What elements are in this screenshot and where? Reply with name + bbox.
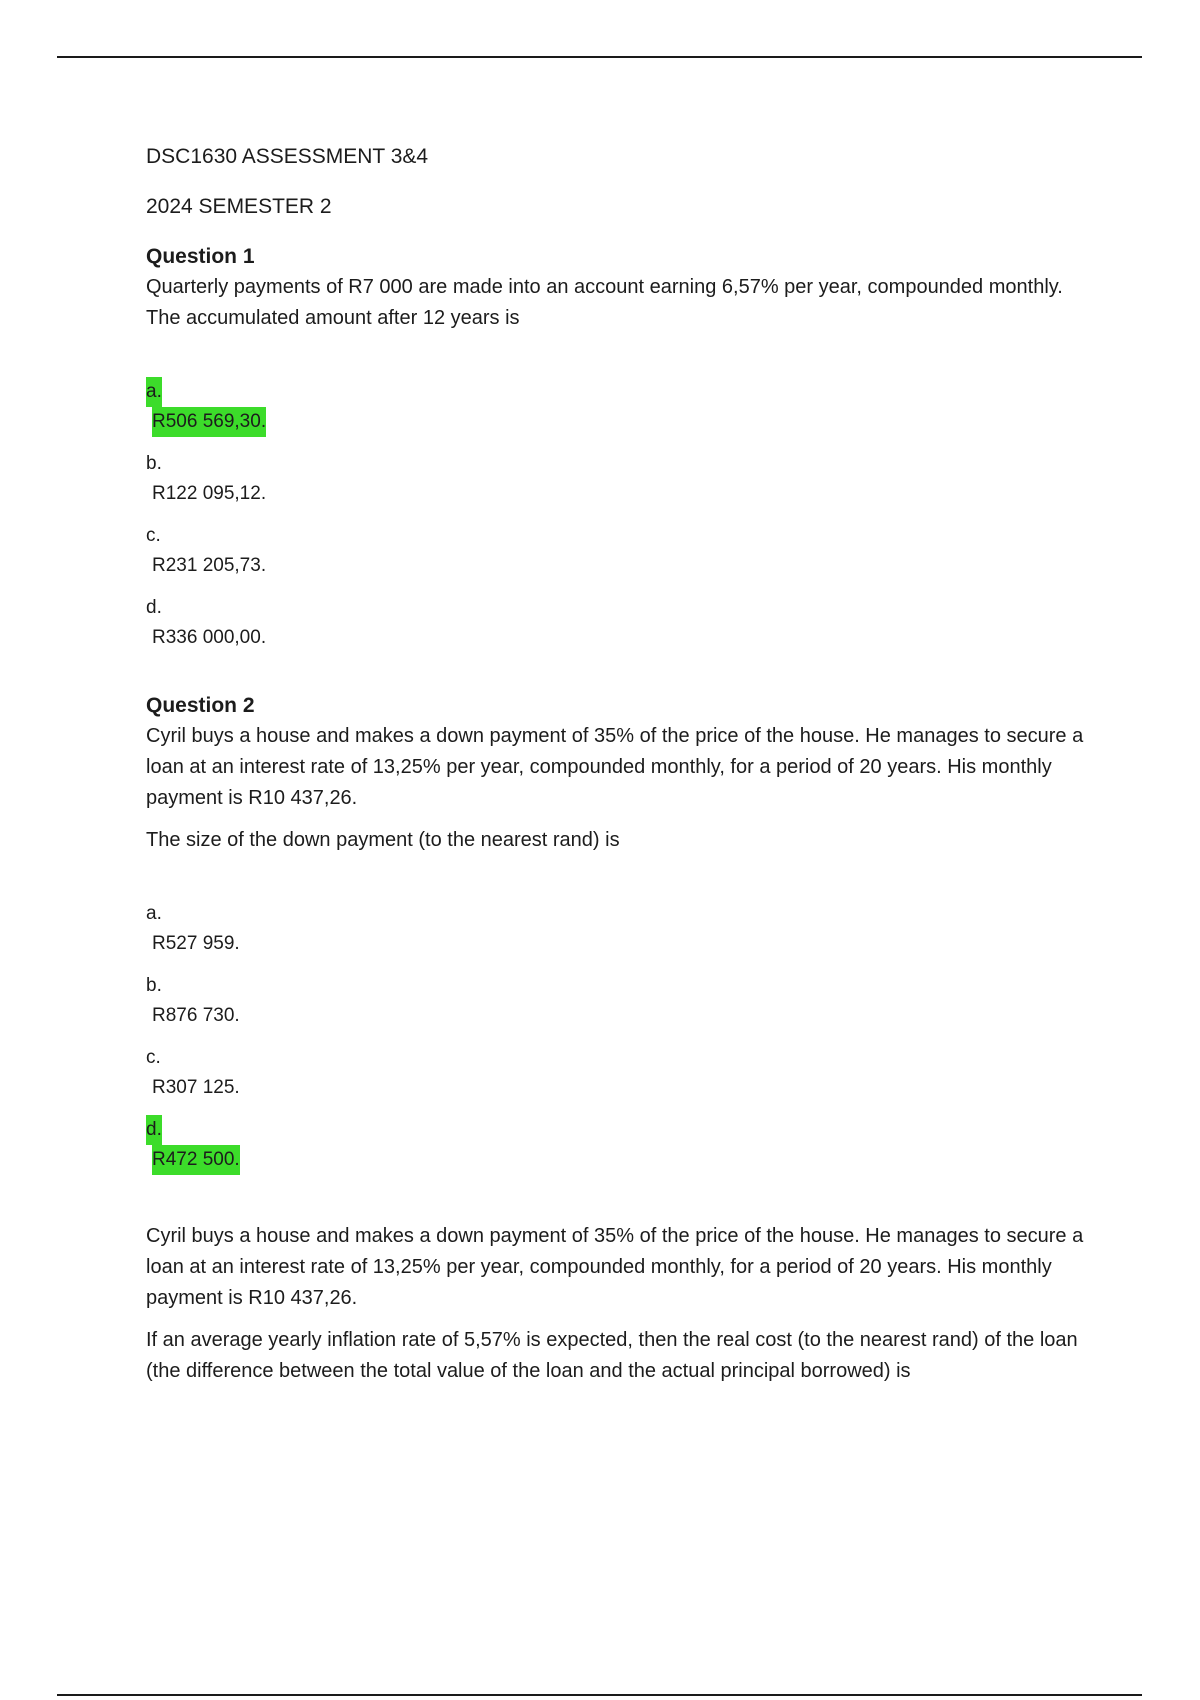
option-b[interactable] [146,449,1096,509]
question-1-text: Quarterly payments of R7 000 are made into an account earning 6,57% per year, compounded monthly. The accumulated amount after 12 years is [146,276,1063,329]
option-a[interactable] [146,899,1096,959]
option-letter: d. [146,1115,162,1145]
option-value: R336 000,00. [152,627,267,648]
question-1-heading: Question 1 [146,245,255,268]
option-value: R876 730. [152,1005,240,1026]
option-value: R472 500. [152,1145,240,1175]
option-letter: a. [146,377,162,407]
option-letter: b. [146,975,162,996]
top-rule [57,56,1142,58]
question-2-text: Cyril buys a house and makes a down payment of 35% of the price of the house. He manages to secure a loan at an interest rate of 13,25% per year, compounded monthly, for a period of 20 years. His monthly payment is R10 437,26. [146,725,1084,809]
semester-label: 2024 SEMESTER 2 [146,195,332,218]
option-b[interactable] [146,971,1096,1031]
question-2-heading: Question 2 [146,694,255,717]
option-letter: a. [146,903,162,924]
question-3-prompt: If an average yearly inflation rate of 5,57% is expected, then the real cost (to the nearest rand) of the loan (the difference between the total value of the loan and the actual principal borrowed) is [146,1329,1078,1382]
bottom-rule [57,1694,1142,1696]
option-letter: d. [146,597,162,618]
option-value: R122 095,12. [152,483,267,504]
option-letter: b. [146,453,162,474]
option-value: R307 125. [152,1077,240,1098]
question-2-options [146,899,1096,1175]
question-1 [146,242,1096,653]
option-c[interactable] [146,1043,1096,1103]
option-a[interactable] [146,377,1096,437]
option-letter: c. [146,525,161,546]
document-body [146,142,1096,1387]
option-value: R506 569,30. [152,407,266,437]
question-2-prompt: The size of the down payment (to the nearest rand) is [146,829,620,851]
question-3 [146,1221,1096,1387]
question-2 [146,691,1096,1175]
option-value: R231 205,73. [152,555,267,576]
question-1-options [146,377,1096,653]
option-c[interactable] [146,521,1096,581]
option-d[interactable] [146,593,1096,653]
option-letter: c. [146,1047,161,1068]
option-d[interactable] [146,1115,1096,1175]
question-3-text: Cyril buys a house and makes a down payment of 35% of the price of the house. He manages to secure a loan at an interest rate of 13,25% per year, compounded monthly, for a period of 20 years. His monthly payment is R10 437,26. [146,1225,1084,1309]
option-value: R527 959. [152,933,240,954]
course-title: DSC1630 ASSESSMENT 3&4 [146,145,429,168]
